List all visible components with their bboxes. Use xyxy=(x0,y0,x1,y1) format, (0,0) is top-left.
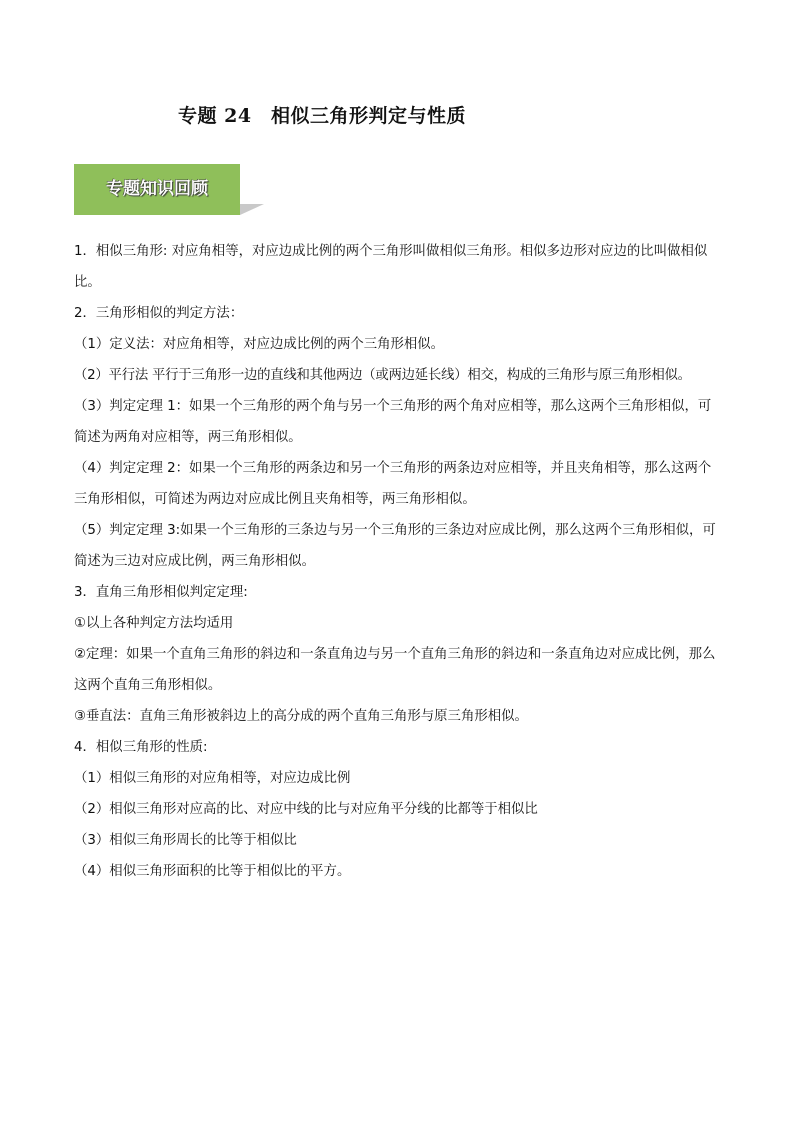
paragraph-14: （2）相似三角形对应高的比、对应中线的比与对应角平分线的比都等于相似比 xyxy=(74,802,538,817)
paragraph-6: （4）判定定理 2：如果一个三角形的两条边和另一个三角形的两条边对应相等，并且夹角相等，那么这两个三角形相似，可简述为两边对应成比例且夹角相等，两三角形相似。 xyxy=(74,461,712,507)
paragraph-15: （3）相似三角形周长的比等于相似比 xyxy=(74,833,297,848)
paragraph-8: 3．直角三角形相似判定定理: xyxy=(74,585,248,600)
page-title: 专题 24 相似三角形判定与性质 xyxy=(178,105,467,127)
paragraph-11: ③垂直法：直角三角形被斜边上的高分成的两个直角三角形与原三角形相似。 xyxy=(74,709,528,724)
paragraph-2: 2．三角形相似的判定方法： xyxy=(74,306,244,321)
paragraph-10: ②定理：如果一个直角三角形的斜边和一条直角边与另一个直角三角形的斜边和一条直角边对应成比例，那么这两个直角三角形相似。 xyxy=(74,647,716,693)
section-label: 专题知识回顾 xyxy=(106,179,208,199)
document-body xyxy=(74,236,724,887)
paragraph-1: 1．相似三角形: 对应角相等，对应边成比例的两个三角形叫做相似三角形。相似多边形对应边的比叫做相似比。 xyxy=(74,244,708,290)
section-banner xyxy=(74,164,264,218)
paragraph-7: （5）判定定理 3:如果一个三角形的三条边与另一个三角形的三条边对应成比例，那么这两个三角形相似，可简述为三边对应成比例，两三角形相似。 xyxy=(74,523,716,569)
paragraph-12: 4．相似三角形的性质: xyxy=(74,740,208,755)
paragraph-13: （1）相似三角形的对应角相等，对应边成比例 xyxy=(74,771,351,786)
paragraph-5: （3）判定定理 1：如果一个三角形的两个角与另一个三角形的两个角对应相等，那么这两个三角形相似，可简述为两角对应相等，两三角形相似。 xyxy=(74,399,712,445)
paragraph-16: （4）相似三角形面积的比等于相似比的平方。 xyxy=(74,864,351,879)
paragraph-4: （2）平行法 平行于三角形一边的直线和其他两边（或两边延长线）相交，构成的三角形与原三角形相似。 xyxy=(74,368,691,383)
paragraph-9: ①以上各种判定方法均适用 xyxy=(74,616,234,631)
paragraph-3: （1）定义法：对应角相等，对应边成比例的两个三角形相似。 xyxy=(74,337,445,352)
